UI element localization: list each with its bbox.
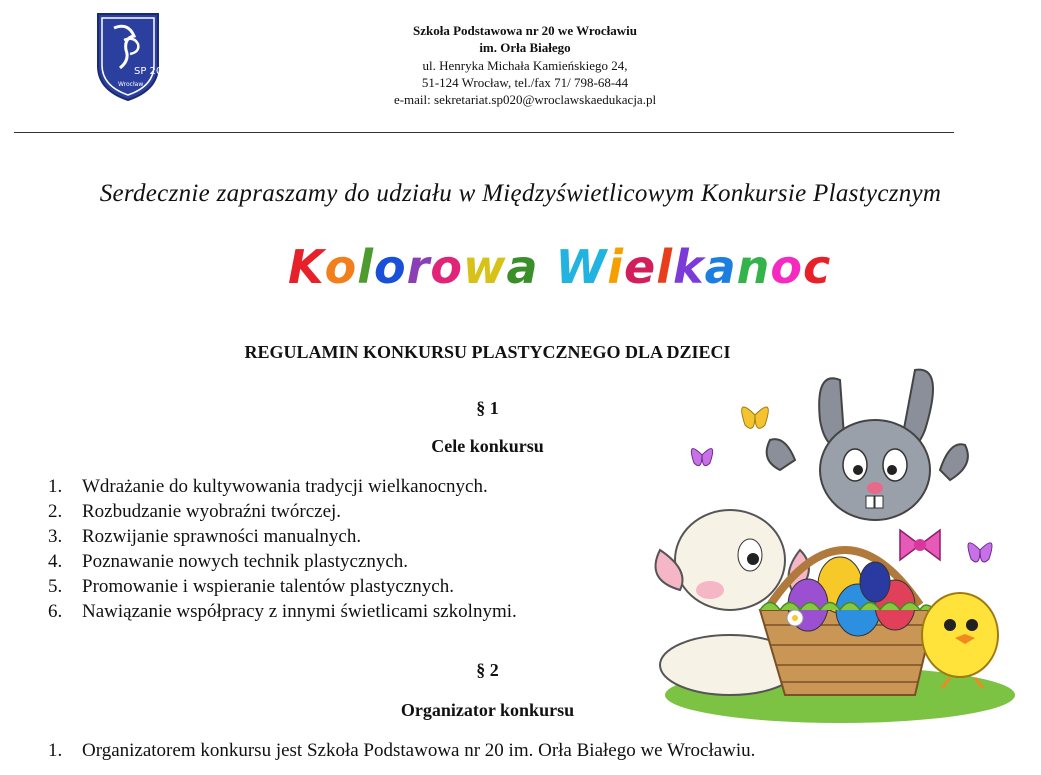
title-letter: W	[555, 240, 608, 294]
section2-mark: § 2	[476, 660, 499, 680]
contest-title	[288, 240, 831, 294]
section2-heading: Organizator konkursu	[400, 700, 575, 720]
regulations-heading: REGULAMIN KONKURSU PLASTYCZNEGO DLA DZIECI	[244, 342, 731, 362]
title-letter: k	[673, 240, 705, 294]
header-divider	[14, 132, 954, 133]
butterfly-icon	[968, 543, 992, 562]
title-letter: o	[374, 240, 407, 294]
title-letter: l	[656, 240, 674, 294]
school-patron: im. Orła Białego	[479, 40, 571, 55]
flower-icon	[787, 610, 803, 626]
title-letter: o	[324, 240, 358, 294]
logo-text: SP 20	[134, 66, 162, 77]
easter-illustration	[650, 360, 1041, 740]
list-item: 2. Rozbudzanie wyobraźni twórczej.	[48, 501, 342, 522]
title-letter: o	[770, 240, 804, 294]
title-letter: o	[430, 240, 463, 294]
logo-city: Wrocław	[118, 81, 144, 88]
section1-heading: Cele konkursu	[431, 436, 544, 456]
title-letter: w	[462, 240, 507, 294]
title-letter: n	[736, 240, 771, 294]
list-item: 5. Promowanie i wspieranie talentów plastycznych.	[48, 576, 454, 597]
school-logo	[94, 10, 162, 102]
title-letter	[539, 240, 556, 294]
title-letter: l	[357, 240, 375, 294]
title-letter: a	[704, 240, 737, 294]
school-address: ul. Henryka Michała Kamieńskiego 24,	[422, 58, 628, 73]
section1-mark: § 1	[476, 398, 499, 418]
title-letter: e	[624, 240, 657, 294]
invitation-text: Serdecznie zapraszamy do udziału w Międzyświetlicowym Konkursie Plastycznym	[99, 180, 942, 207]
butterfly-icon	[691, 449, 712, 466]
school-email: e-mail: sekretariat.sp020@wroclawskaedukacja.pl	[393, 92, 657, 107]
list-item: 6. Nawiązanie współpracy z innymi świetlicami szkolnymi.	[48, 601, 517, 622]
section2-list	[48, 738, 755, 763]
list-item: 3. Rozwijanie sprawności manualnych.	[48, 526, 362, 547]
butterfly-icon	[742, 407, 769, 428]
section1-list	[48, 474, 517, 624]
list-item: 4. Poznawanie nowych technik plastycznych.	[48, 551, 409, 572]
list-item: 1. Wdrażanie do kultywowania tradycji wielkanocnych.	[48, 476, 488, 497]
title-letter: c	[803, 240, 832, 294]
title-letter: a	[506, 240, 539, 294]
title-letter: i	[607, 240, 625, 294]
school-city-phone: 51-124 Wrocław, tel./fax 71/ 798-68-44	[421, 75, 629, 90]
title-letter: K	[288, 240, 325, 294]
school-name: Szkoła Podstawowa nr 20 we Wrocławiu	[412, 23, 638, 38]
title-letter: r	[406, 240, 431, 294]
list-item: 1. Organizatorem konkursu jest Szkoła Podstawowa nr 20 im. Orła Białego we Wrocławiu.	[48, 740, 756, 761]
